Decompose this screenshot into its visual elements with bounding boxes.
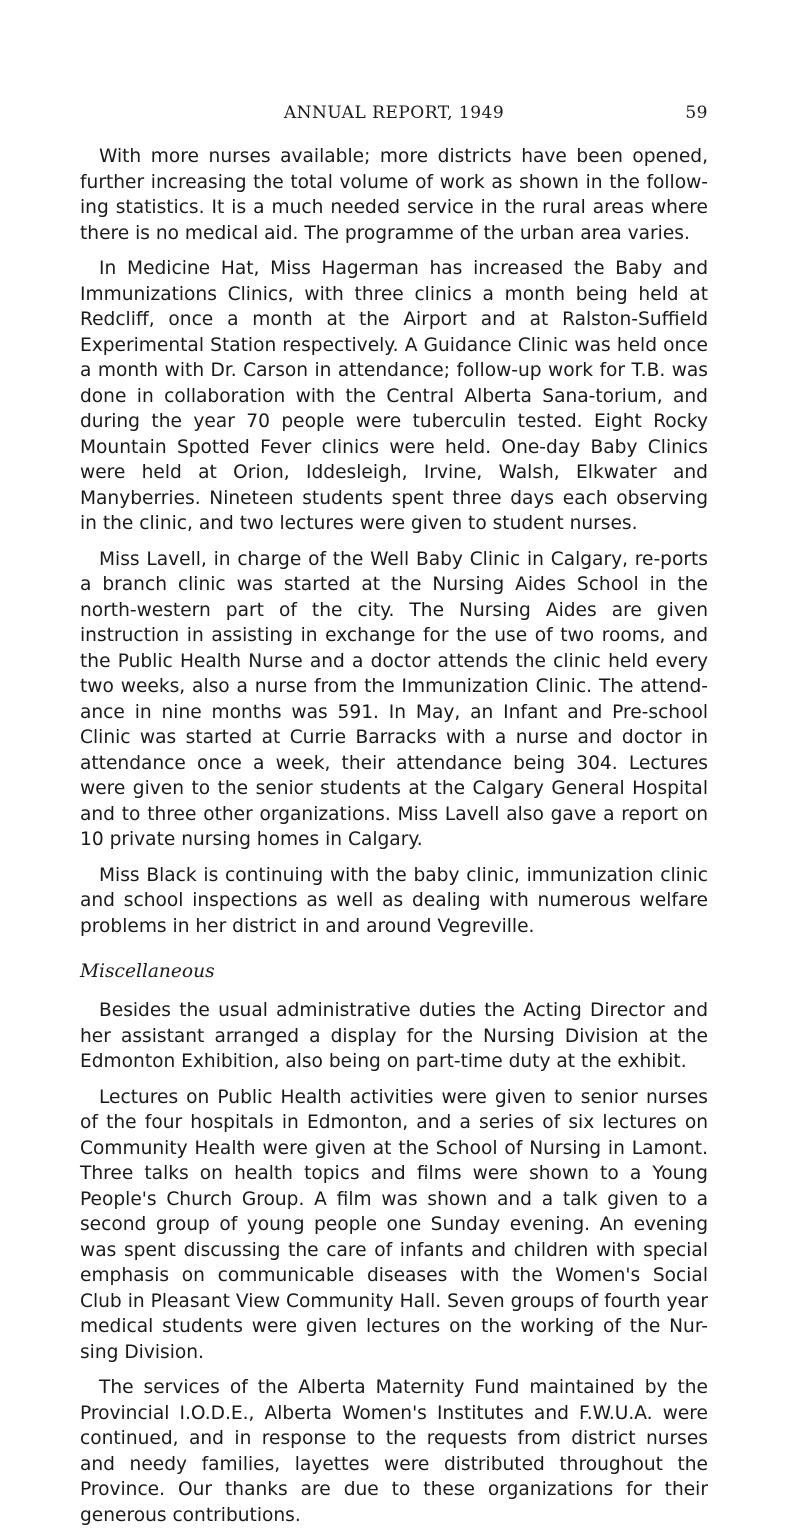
paragraph-maternity-fund: The services of the Alberta Maternity Fund maintained by the Provincial I.O.D.E., Alberta Women's Institutes and F.W.U.A. were continued, and in response to the requests from district nurses and needy families, layettes were distributed throughout the Province. Our thanks are due to these organizations for their generous contributions. xyxy=(80,1377,708,1526)
paragraph-lectures: Lectures on Public Health activities were given to senior nurses of the four hospitals in Edmonton, and a series of six lectures on Community Health were given at the School of Nursing in Lamont. Three talks on health topics and films were shown to a Young People's Church Group. A film was shown and a talk given to a second group of young people one Sunday evening. An evening was spent discussing the care of infants and children with special emphasis on communicable diseases with the Women's Social Club in Pleasant View Community Hall. Seven groups of fourth year medical students were given lectures on the working of the Nur-sing Division. xyxy=(80,1086,708,1363)
running-title: ANNUAL REPORT, 1949 xyxy=(283,103,505,123)
page-number: 59 xyxy=(685,103,708,123)
report-page xyxy=(80,0,708,1538)
paragraph-administrative-duties: Besides the usual administrative duties the Acting Director and her assistant arranged a display for the Nursing Division at the Edmonton Exhibition, also being on part-time duty at the exhibit. xyxy=(80,1000,708,1072)
paragraph-calgary: Miss Lavell, in charge of the Well Baby Clinic in Calgary, re-ports a branch clinic was started at the Nursing Aides School in the north-western part of the city. The Nursing Aides are given instruction in assisting in exchange for the use of two rooms, and the Public Health Nurse and a doctor attends the clinic held every two weeks, also a nurse from the Immunization Clinic. The attend-ance in nine months was 591. In May, an Infant and Pre-school Clinic was started at Currie Barracks with a nurse and doctor in attendance once a week, their attendance being 304. Lectures were given to the senior students at the Calgary General Hospital and to three other organizations. Miss Lavell also gave a report on 10 private nursing homes in Calgary. xyxy=(80,548,708,850)
section-heading-miscellaneous: Miscellaneous xyxy=(80,961,215,982)
paragraph-medicine-hat: In Medicine Hat, Miss Hagerman has increased the Baby and Immunizations Clinics, with three clinics a month being held at Redcliff, once a month at the Airport and at Ralston-Suffield Experimental Station respectively. A Guidance Clinic was held once a month with Dr. Carson in attendance; follow-up work for T.B. was done in collaboration with the Central Alberta Sana-torium, and during the year 70 people were tuberculin tested. Eight Rocky Mountain Spotted Fever clinics were held. One-day Baby Clinics were held at Orion, Iddesleigh, Irvine, Walsh, Elkwater and Manyberries. Nineteen students spent three days each observing in the clinic, and two lectures were given to student nurses. xyxy=(80,258,708,534)
paragraph-nurses-available: With more nurses available; more districts have been opened, further increasing the total volume of work as shown in the follow-ing statistics. It is a much needed service in the rural areas where there is no medical aid. The programme of the urban area varies. xyxy=(80,146,708,244)
paragraph-vegreville: Miss Black is continuing with the baby clinic, immunization clinic and school inspections as well as dealing with numerous welfare problems in her district in and around Vegreville. xyxy=(80,864,708,937)
body-text xyxy=(80,144,708,1528)
running-head xyxy=(80,103,708,127)
